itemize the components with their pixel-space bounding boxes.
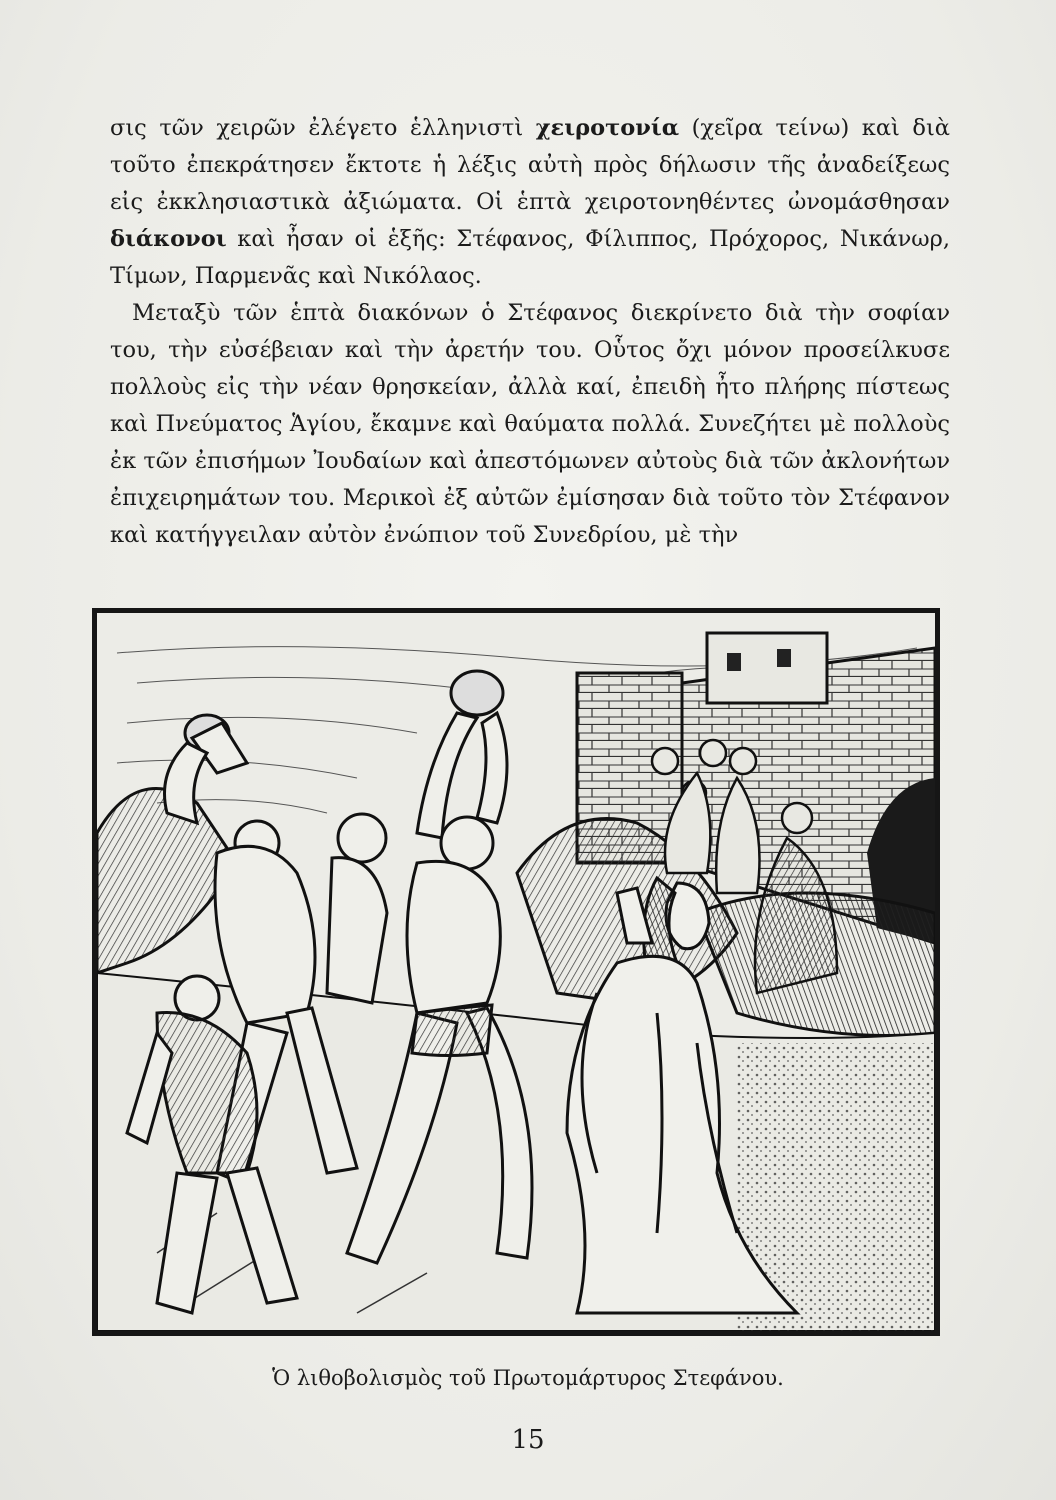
engraving-image [97, 613, 935, 1331]
paragraph-2: Μεταξὺ τῶν ἑπτὰ διακόνων ὁ Στέφανος διεκρίνετο διὰ τὴν σοφίαν του, τὴν εὐσέβειαν καὶ τὴν ἀρετήν του. Οὗτος ὄχι μόνον προσείλκυσε πολλοὺς εἰς τὴν νέαν θρησκείαν, ἀλλὰ καί, ἐπειδὴ ἦτο πλήρης πίστεως καὶ Πνεύματος Ἁγίου, ἔκαμνε καὶ θαύματα πολλά. Συνεζήτει μὲ πολλοὺς ἐκ τῶν ἐπισήμων Ἰουδαίων καὶ ἀπεστόμωνεν αὐτοὺς διὰ τῶν ἀκλονήτων ἐπιχειρημάτων του. Μερικοὶ ἐξ αὐτῶν ἐμίσησαν διὰ τοῦτο τὸν Στέφανον καὶ κατήγγειλαν αὐτὸν ἐνώπιον τοῦ Συνεδρίου, μὲ τὴν [110, 300, 950, 548]
body-text [110, 110, 950, 554]
paragraph-1-text-b: (χεῖρα τείνω) καὶ διὰ τοῦτο ἐπεκράτησεν ἔκτοτε ἡ λέξις αὐτὴ πρὸς δήλωσιν τῆς ἀναδείξεως εἰς ἐκκλησιαστικὰ ἀξιώματα. Οἱ ἑπτὰ χειροτονηθέντες ὠνομάσθησαν [110, 115, 950, 215]
paragraph-1-text-a: σις τῶν χειρῶν ἐλέγετο ἑλληνιστὶ [110, 115, 536, 141]
bold-term-cheirotonia: χειροτονία [535, 115, 680, 141]
page-number: 15 [511, 1425, 545, 1455]
paragraph-1 [110, 110, 950, 295]
paragraph-1-text-c: καὶ ἦσαν οἱ ἑξῆς: Στέφανος, Φίλιππος, Πρόχορος, Νικάνωρ, Τίμων, Παρμενᾶς καὶ Νικόλαος. [110, 226, 950, 289]
bold-term-diakonoi: διάκονοι [110, 226, 227, 252]
stoning-illustration [92, 608, 940, 1336]
figure-caption: Ὁ λιθοβολισμὸς τοῦ Πρωτομάρτυρος Στεφάνου. [272, 1366, 784, 1390]
